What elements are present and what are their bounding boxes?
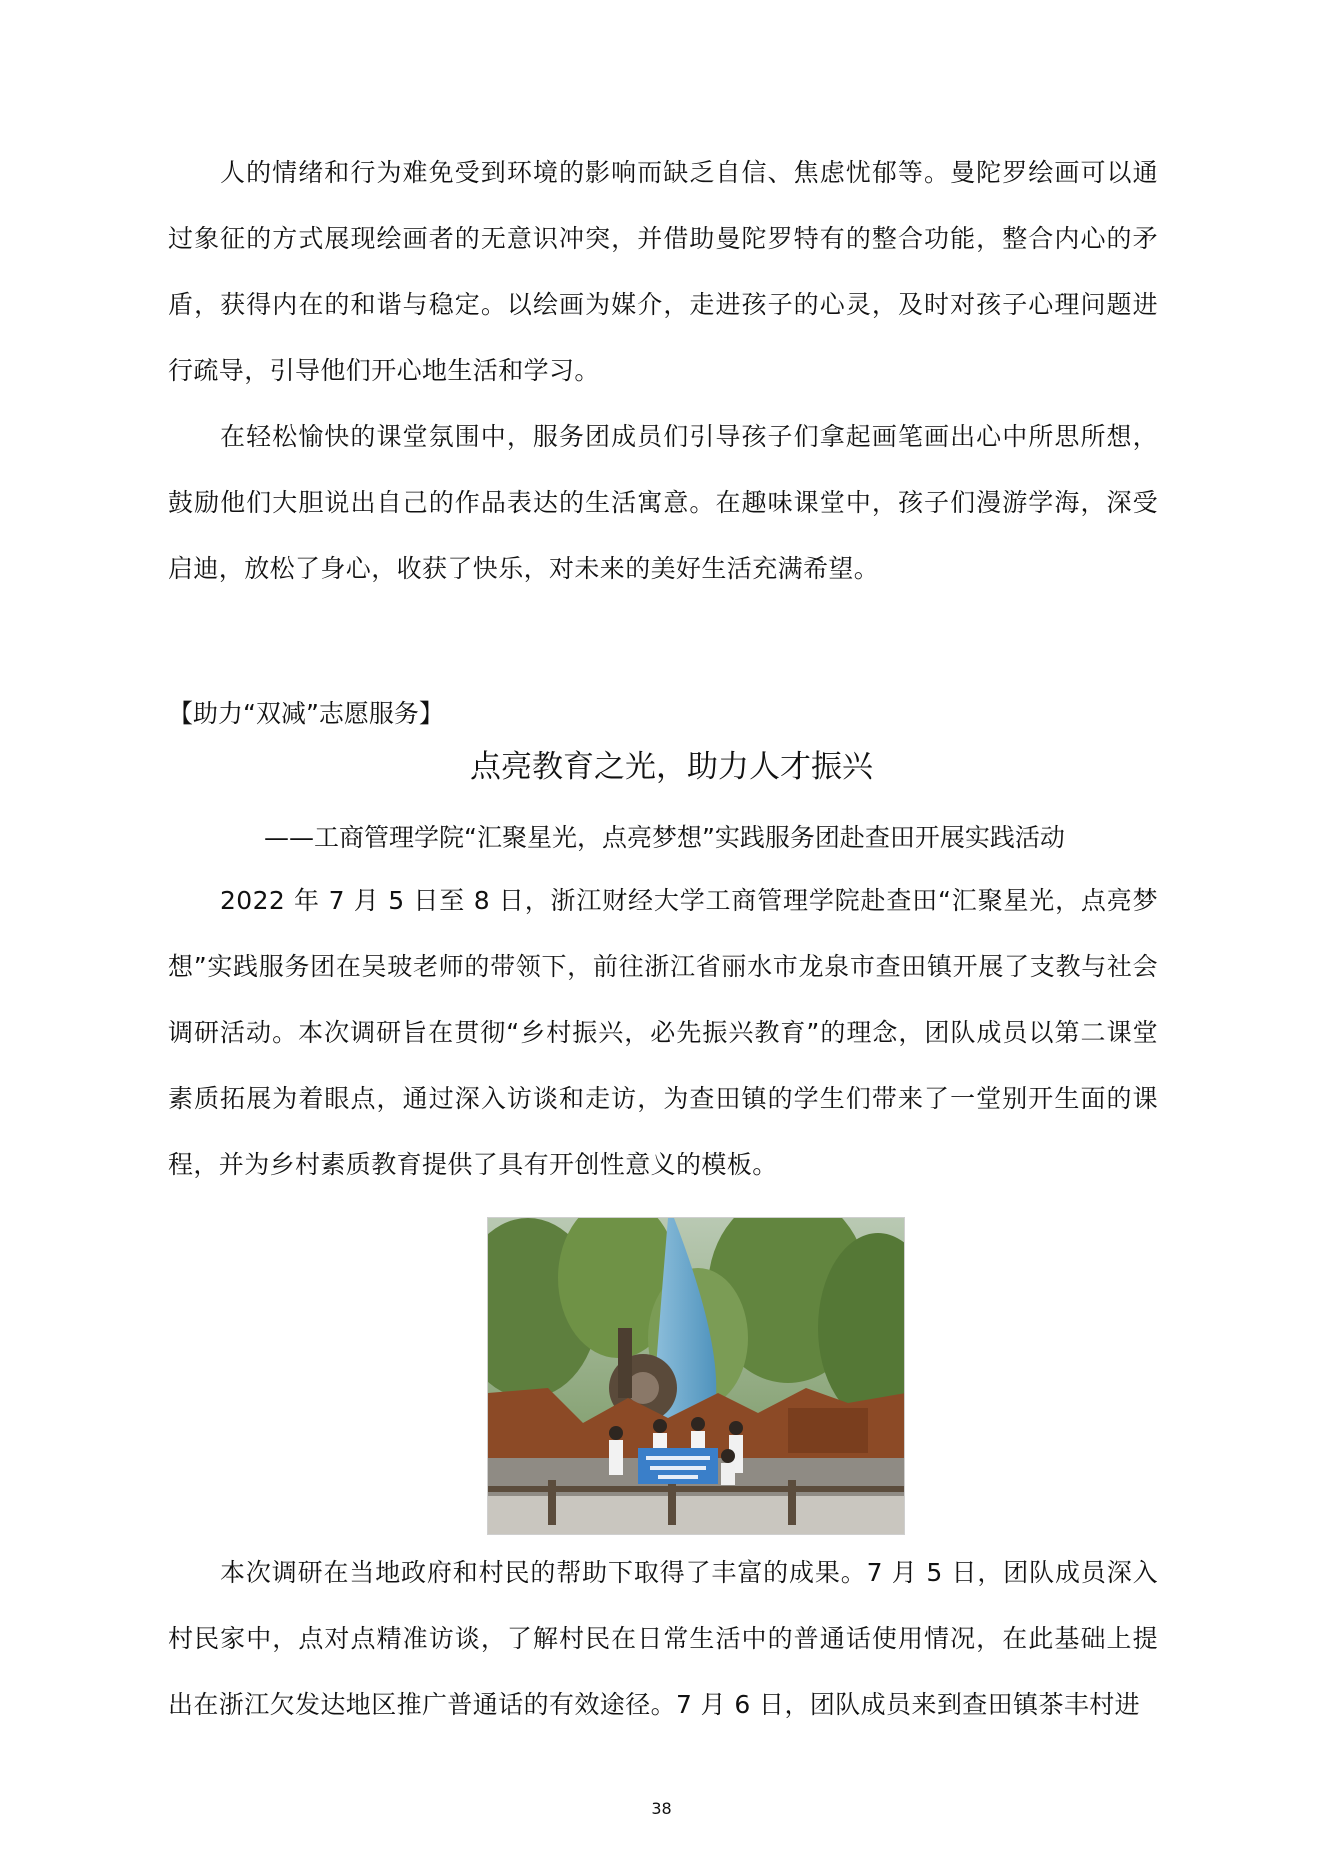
paragraph-practice-intro: 2022 年 7 月 5 日至 8 日，浙江财经大学工商管理学院赴查田“汇聚星光，点亮梦想”实践服务团在吴玻老师的带领下，前往浙江省丽水市龙泉市查田镇开展了支教与社会调研活动。本次调研旨在贯彻“乡村振兴，必先振兴教育”的理念，团队成员以第二课堂素质拓展为着眼点，通过深入访谈和走访，为查田镇的学生们带来了一堂别开生面的课程，并为乡村素质教育提供了具有开创性意义的模板。 bbox=[168, 886, 1158, 1179]
paragraph-mandala-painting: 人的情绪和行为难免受到环境的影响而缺乏自信、焦虑忧郁等。曼陀罗绘画可以通过象征的方式展现绘画者的无意识冲突，并借助曼陀罗特有的整合功能，整合内心的矛盾，获得内在的和谐与稳定。以绘画为媒介，走进孩子的心灵，及时对孩子心理问题进行疏导，引导他们开心地生活和学习。 bbox=[168, 158, 1158, 385]
paragraph-classroom-atmosphere: 在轻松愉快的课堂氛围中，服务团成员们引导孩子们拿起画笔画出心中所思所想，鼓励他们大胆说出自己的作品表达的生活寓意。在趣味课堂中，孩子们漫游学海，深受启迪，放松了身心，收获了快乐，对未来的美好生活充满希望。 bbox=[168, 422, 1158, 583]
group-photo-icon bbox=[488, 1218, 905, 1535]
page-number: 38 bbox=[651, 1799, 672, 1818]
group-photo bbox=[487, 1217, 905, 1535]
section-tag: 【助力“双减”志愿服务】 bbox=[168, 699, 444, 728]
article-subtitle: ——工商管理学院“汇聚星光，点亮梦想”实践服务团赴查田开展实践活动 bbox=[264, 823, 1065, 852]
paragraph-research-results: 本次调研在当地政府和村民的帮助下取得了丰富的成果。7 月 5 日，团队成员深入村民家中，点对点精准访谈，了解村民在日常生活中的普通话使用情况，在此基础上提出在浙江欠发达地区推广普通话的有效途径。7 月 6 日，团队成员来到查田镇茶丰村进 bbox=[168, 1558, 1158, 1719]
article-title: 点亮教育之光，助力人才振兴 bbox=[470, 749, 873, 785]
